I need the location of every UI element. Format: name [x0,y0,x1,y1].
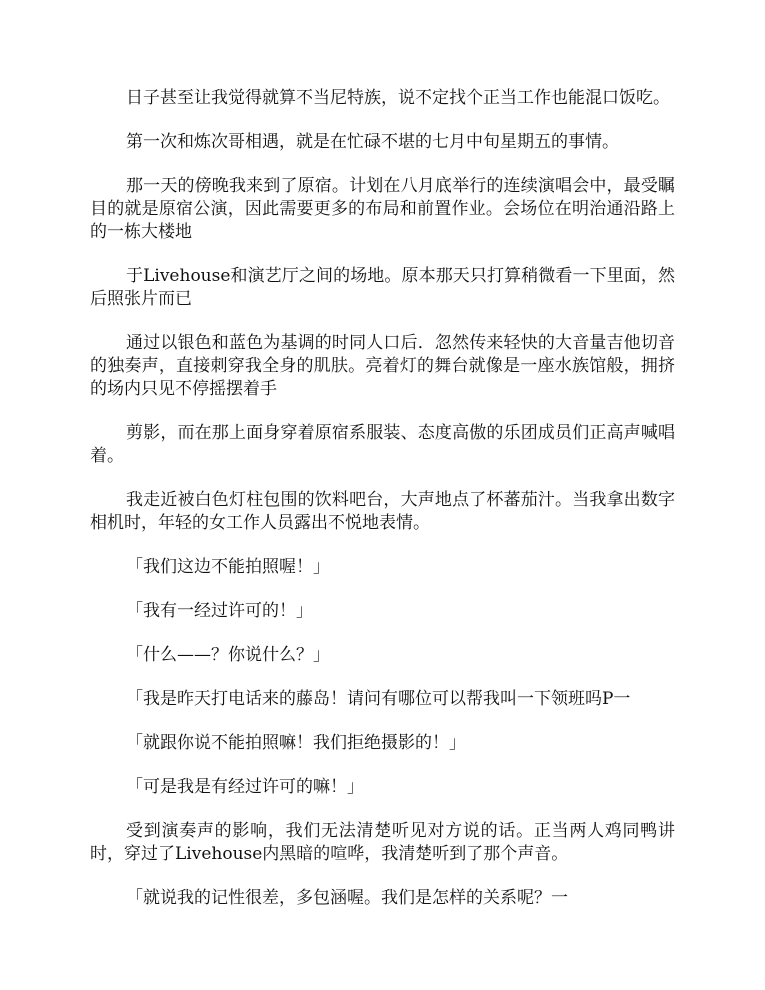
dialogue-line: 「我们这边不能拍照喔！」 [126,557,330,577]
paragraph: 我走近被白色灯柱包围的饮料吧台，大声地点了杯蕃茄汁。当我拿出数字相机时，年轻的女工作人员露出不悦地表情。 [90,490,675,533]
paragraph: 剪影，而在那上面身穿着原宿系服装、态度高傲的乐团成员们正高声喊唱着。 [90,423,675,466]
dialogue-line: 「就说我的记性很差，多包涵喔。我们是怎样的关系呢？一 [126,888,568,908]
dialogue-line: 「我是昨天打电话来的藤岛！请问有哪位可以帮我叫一下领班吗P一 [126,689,631,709]
paragraph: 受到演奏声的影响，我们无法清楚听见对方说的话。正当两人鸡同鸭讲时，穿过了Livehouse内黑暗的喧哗，我清楚听到了那个声音。 [90,821,675,864]
paragraph: 于Livehouse和演艺厅之间的场地。原本那天只打算稍微看一下里面，然后照张片而已 [90,266,675,309]
paragraph: 第一次和炼次哥相遇，就是在忙碌不堪的七月中旬星期五的事情。 [126,132,619,152]
dialogue-line: 「可是我是有经过许可的嘛！」 [126,777,364,797]
dialogue-line: 「什么——？你说什么？」 [126,645,330,665]
dialogue-line: 「就跟你说不能拍照嘛！我们拒绝摄影的！」 [126,733,466,753]
paragraph: 日子甚至让我觉得就算不当尼特族，说不定找个正当工作也能混口饭吃。 [126,88,670,108]
paragraph: 通过以银色和蓝色为基调的时同人口后．忽然传来轻快的大音量吉他切音的独奏声，直接刺穿我全身的肌肤。亮着灯的舞台就像是一座水族馆般，拥挤的场内只见不停摇摆着手 [90,333,675,399]
document-page [90,87,675,931]
paragraph: 那一天的傍晚我来到了原宿。计划在八月底举行的连续演唱会中，最受瞩目的就是原宿公演，因此需要更多的布局和前置作业。会场位在明治通沿路上的一栋大楼地 [90,176,675,242]
dialogue-line: 「我有一经过许可的！」 [126,601,313,621]
